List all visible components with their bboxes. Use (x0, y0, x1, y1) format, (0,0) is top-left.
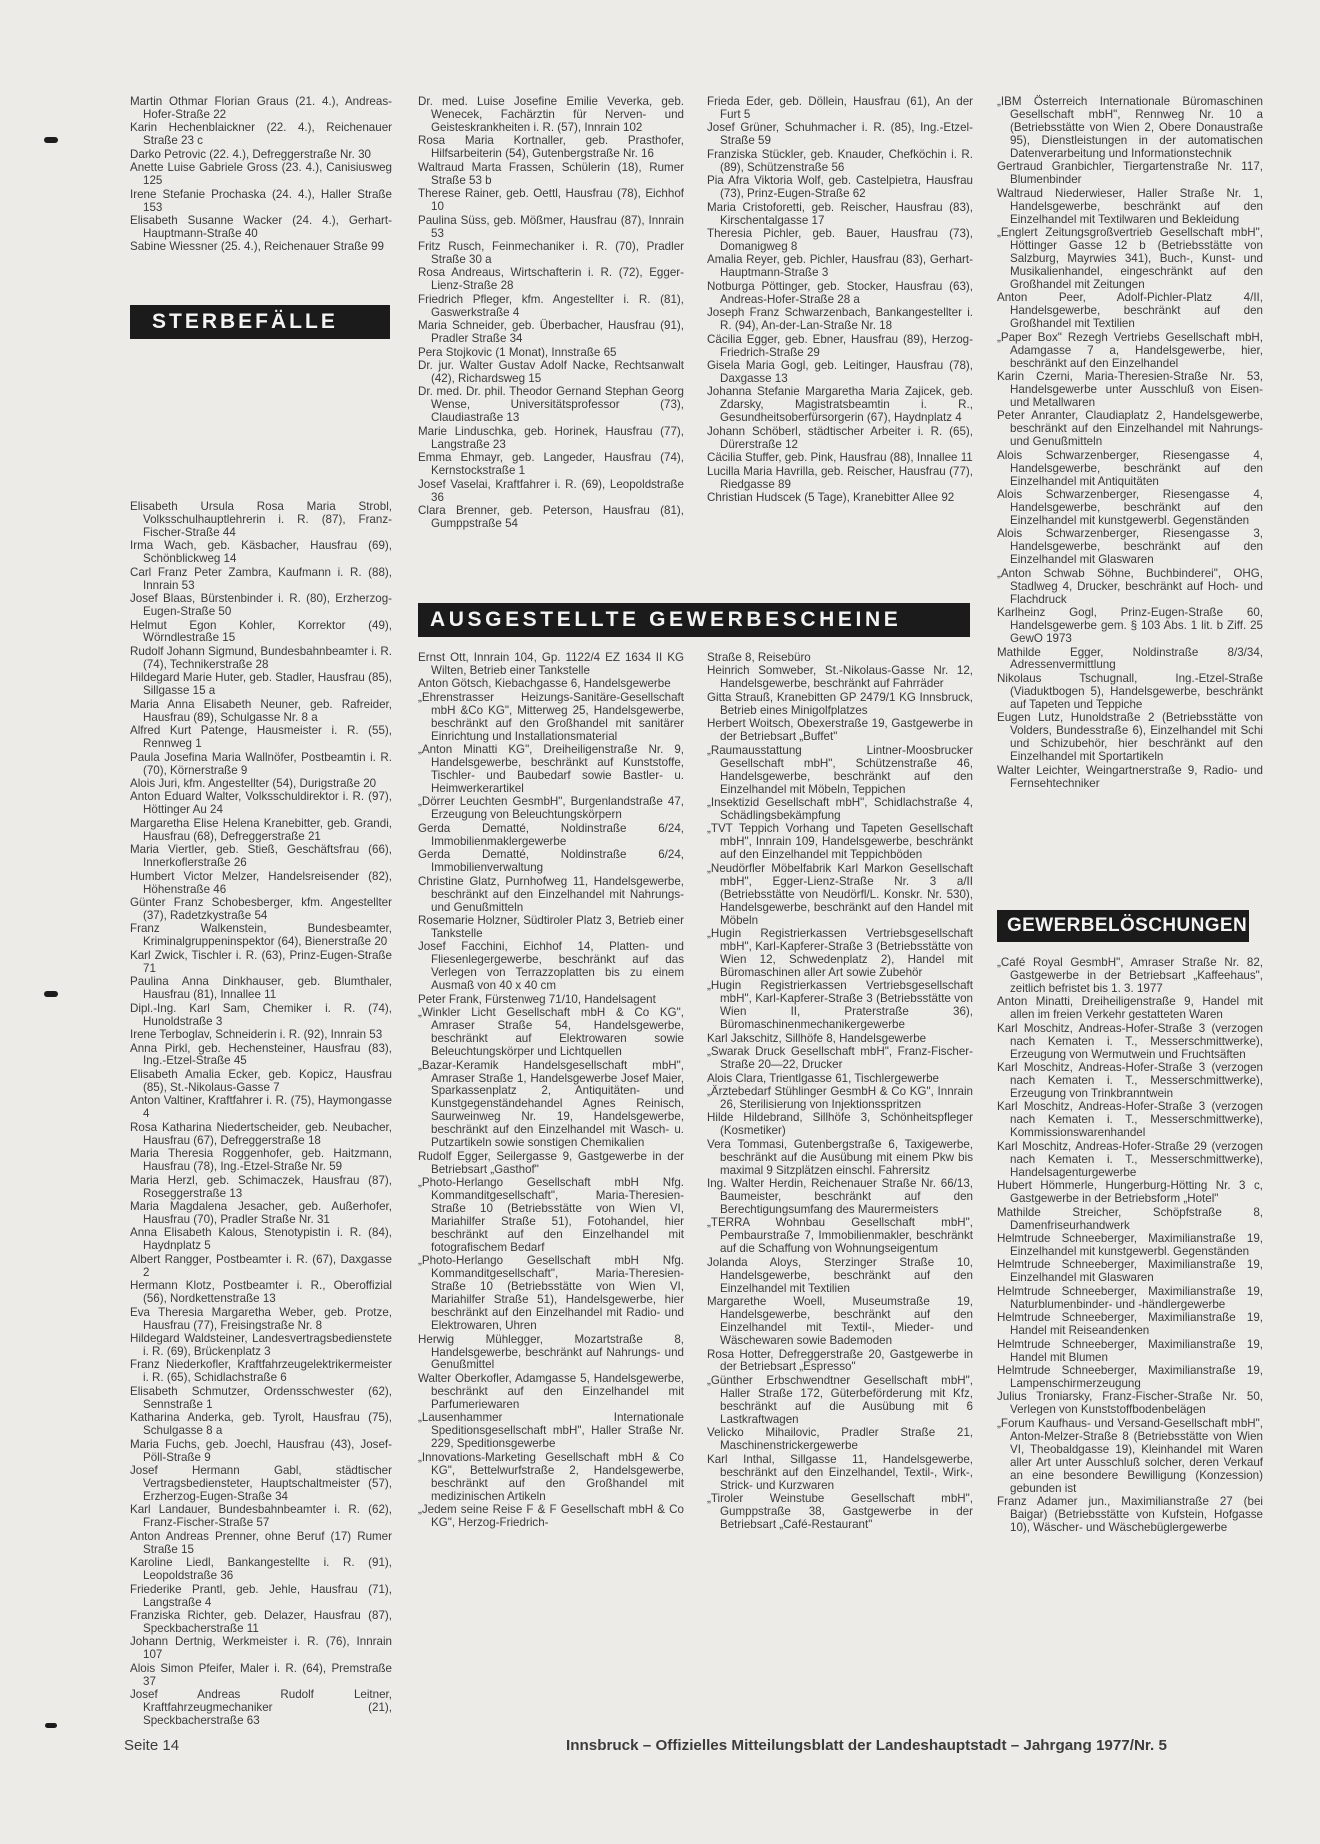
entry: Nikolaus Tschugnall, Ing.-Etzel-Straße (Viaduktbogen 5), Handelsgewerbe, beschränkt auf Tapeten und Teppiche (997, 671, 1263, 711)
column-4 (997, 96, 1263, 791)
entry: Franziska Stückler, geb. Knauder, Chefköchin i. R. (89), Schützenstraße 56 (707, 147, 973, 174)
entry: Marie Linduschka, geb. Horinek, Hausfrau (77), Langstraße 23 (418, 424, 684, 451)
births-list (130, 96, 392, 254)
entry: „Ärztebedarf Stühlinger GesmbH & Co KG", Innrain 26, Sterilisierung von Injektionsspritzen (707, 1084, 973, 1111)
entry: Therese Rainer, geb. Oettl, Hausfrau (78), Eichhof 10 (418, 187, 684, 214)
entry: Karl Moschitz, Andreas-Hofer-Straße 3 (verzogen nach Kematen i. T., Messerschmittwerke), Kommissionswarenhandel (997, 1100, 1263, 1140)
entry: Heinrich Somweber, St.-Nikolaus-Gasse Nr. 12, Handelsgewerbe, beschränkt auf Fahrräder (707, 664, 973, 691)
entry: Herwig Mühlegger, Mozartstraße 8, Handelsgewerbe, beschränkt auf Nahrungs- und Genußmittel (418, 1332, 684, 1372)
entry: Walter Leichter, Weingartnerstraße 9, Radio- und Fernsehtechniker (997, 763, 1263, 790)
entry: Helmtrude Schneeberger, Maximilianstraße 19, Handel mit Reiseandenken (997, 1311, 1263, 1338)
entry: Ing. Walter Herdin, Reichenauer Straße Nr. 66/13, Baumeister, beschränkt auf den Berechtigungsumfang des Maurermeisters (707, 1177, 973, 1217)
entry: Günter Franz Schobesberger, kfm. Angestellter (37), Radetzkystraße 54 (130, 896, 392, 922)
entry: Dr. jur. Walter Gustav Adolf Nacke, Rechtsanwalt (42), Richardsweg 15 (418, 359, 684, 386)
entry: „TERRA Wohnbau Gesellschaft mbH", Pembaurstraße 7, Immobilienmakler, beschränkt auf die Schaffung von Wohnungseigentum (707, 1216, 973, 1256)
entry: Herbert Woitsch, Obexerstraße 19, Gastgewerbe in der Betriebsart „Buffet" (707, 717, 973, 744)
entry: Friederike Prantl, geb. Jehle, Hausfrau (71), Langstraße 4 (130, 1582, 392, 1609)
entry: Straße 8, Reisebüro (707, 651, 811, 664)
entry: Rudolf Johann Sigmund, Bundesbahnbeamter i. R. (74), Technikerstraße 28 (130, 644, 392, 671)
entry: Maria Herzl, geb. Schimaczek, Hausfrau (87), Roseggerstraße 13 (130, 1173, 392, 1200)
entry: Dipl.-Ing. Karl Sam, Chemiker i. R. (74), Hunoldstraße 3 (130, 1001, 392, 1028)
entry: „Winkler Licht Gesellschaft mbH & Co KG", Amraser Straße 54, Handelsgewerbe, beschränkt auf Elektrowaren sowie Beleuchtungskörper und Lichtquellen (418, 1006, 684, 1059)
entry: Eugen Lutz, Hunoldstraße 2 (Betriebsstätte von Volders, Bundesstraße 6), Einzelhandel mit Schi und Schizubehör, hier beschränkt auf den Einzelhandel mit Sportartikeln (997, 711, 1263, 764)
entry: „Raumausstattung Lintner-Moosbrucker Gesellschaft mbH", Schützenstraße 46, Handelsgewerbe, beschränkt auf den Einzelhandel mit Möbeln, Teppichen (707, 743, 973, 796)
entry: „Hugin Registrierkassen Vertriebsgesellschaft mbH", Karl-Kapferer-Straße 3 (Betriebsstätte von Wien 12, Schwedenplatz 2), Handel mit Büromaschinen aller Art sowie Zubehör (707, 927, 973, 979)
entry: Waltraud Marta Frassen, Schülerin (18), Rumer Straße 53 b (418, 160, 684, 187)
entry: Pia Afra Viktoria Wolf, geb. Castelpietra, Hausfrau (73), Prinz-Eugen-Straße 62 (707, 174, 973, 201)
deletions-list (997, 957, 1263, 1535)
entry: Eva Theresia Margaretha Weber, geb. Protze, Hausfrau (77), Freisingstraße Nr. 8 (130, 1305, 392, 1332)
entry: Alois Schwarzenberger, Riesengasse 3, Handelsgewerbe, beschränkt auf den Einzelhandel mit Glaswaren (997, 527, 1263, 567)
entry: Alois Clara, Trientlgasse 61, Tischlergewerbe (707, 1071, 939, 1085)
deaths-list-b (418, 96, 684, 531)
entry: Rosa Katharina Niedertscheider, geb. Neubacher, Hausfrau (67), Defreggerstraße 18 (130, 1120, 392, 1147)
entry: Ernst Ott, Innrain 104, Gp. 1122/4 EZ 1634 II KG Wilten, Betrieb einer Tankstelle (418, 651, 684, 677)
entry: Helmtrude Schneeberger, Maximilianstraße 19, Einzelhandel mit kunstgewerbl. Gegenständen (997, 1232, 1263, 1258)
entry: „Dörrer Leuchten GesmbH", Burgenlandstraße 47, Erzeugung von Beleuchtungskörpern (418, 795, 684, 822)
entry: Maria Theresia Roggenhofer, geb. Haitzmann, Hausfrau (78), Ing.-Etzel-Straße Nr. 59 (130, 1147, 392, 1174)
entry: Anton Minatti, Dreiheiligenstraße 9, Handel mit allen im freien Verkehr gestatteten Waren (997, 995, 1263, 1022)
entry: „Ehrenstrasser Heizungs-Sanitäre-Gesellschaft mbH &Co KG", Mitterweg 25, Handelsgewerbe, beschränkt auf den Großhandel mit sanitärer Einrichtung und Installationsmaterial (418, 690, 684, 743)
entry: „Anton Minatti KG", Dreiheiligenstraße Nr. 9, Handelsgewerbe, beschränkt auf Kunststoffe, Tischler- und Baubedarf sowie Bastler- u. Heimwerkerartikel (418, 743, 684, 796)
entry: Anna Pirkl, geb. Hechensteiner, Hausfrau (83), Ing.-Etzel-Straße 45 (130, 1041, 392, 1068)
entry: „Neudörfler Möbelfabrik Karl Markon Gesellschaft mbH", Egger-Lienz-Straße Nr. 3 a/II (Betriebsstätte von Neudörfl/L. Konskr. Nr. 530), Handelsgewerbe, beschränkt auf den Handel mit Möbeln (707, 861, 973, 927)
entry: Anton Eduard Walter, Volksschuldirektor i. R. (97), Höttinger Au 24 (130, 790, 392, 817)
entry: Alfred Kurt Patenge, Hausmeister i. R. (55), Rennweg 1 (130, 724, 392, 751)
entry: Christian Hudscek (5 Tage), Kranebitter Allee 92 (707, 491, 955, 505)
entry: Elisabeth Amalia Ecker, geb. Kopicz, Hausfrau (85), St.-Nikolaus-Gasse 7 (130, 1067, 392, 1094)
entry: Josef Grüner, Schuhmacher i. R. (85), Ing.-Etzel-Straße 59 (707, 121, 973, 148)
entry: Anton Valtiner, Kraftfahrer i. R. (75), Haymongasse 4 (130, 1094, 392, 1121)
entry: Anton Andreas Prenner, ohne Beruf (17) Rumer Straße 15 (130, 1529, 392, 1556)
entry: Josef Hermann Gabl, städtischer Vertragsbediensteter, Hauptschaltmeister (57), Erzherzog-Eugen-Straße 34 (130, 1464, 392, 1503)
entry: Alois Schwarzenberger, Riesengasse 4, Handelsgewerbe, beschränkt auf den Einzelhandel mit kunstgewerbl. Gegenständen (997, 488, 1263, 527)
entry: Maria Cristoforetti, geb. Reischer, Hausfrau (83), Kirschentalgasse 17 (707, 200, 973, 227)
entry: Rudolf Egger, Seilergasse 9, Gastgewerbe in der Betriebsart „Gasthof" (418, 1149, 684, 1176)
entry: „Forum Kaufhaus- und Versand-Gesellschaft mbH", Anton-Melzer-Straße 8 (Betriebsstätte von Wien VI, Theobaldgasse 19), Kleinhandel mit Waren aller Art unter Ausschluß solcher, deren Verkauf an eine besondere Bewilligung (Konzession) gebunden ist (997, 1416, 1263, 1495)
entry: Helmut Egon Kohler, Korrektor (49), Wörndlestraße 15 (130, 618, 392, 645)
entry: Irma Wach, geb. Käsbacher, Hausfrau (69), Schönblickweg 14 (130, 539, 392, 566)
entry: Paulina Anna Dinkhauser, geb. Blumthaler, Hausfrau (81), Innallee 11 (130, 975, 392, 1002)
entry: Irene Stefanie Prochaska (24. 4.), Haller Straße 153 (130, 187, 392, 214)
entry: „Tiroler Weinstube Gesellschaft mbH", Gumppstraße 38, Gastgewerbe in der Betriebsart „Café-Restaurant" (707, 1492, 973, 1531)
column-3-top (707, 96, 973, 506)
punch-mark-top (44, 137, 58, 143)
entry: Helmtrude Schneeberger, Maximilianstraße 19, Naturblumenbinder- und -händlergewerbe (997, 1284, 1263, 1311)
entry: „Insektizid Gesellschaft mbH", Schidlachstraße 4, Schädlingsbekämpfung (707, 795, 973, 822)
heading-gewerbeloeschungen: GEWERBELÖSCHUNGEN (997, 910, 1249, 942)
entry: Karl Landauer, Bundesbahnbeamter i. R. (62), Franz-Fischer-Straße 57 (130, 1503, 392, 1530)
entry: Franz Niederkofler, Kraftfahrzeugelektrikermeister i. R. (65), Schidlachstraße 6 (130, 1358, 392, 1385)
entry: Amalia Reyer, geb. Pichler, Hausfrau (83), Gerhart-Hauptmann-Straße 3 (707, 253, 973, 280)
column-1 (130, 96, 392, 1729)
entry: Alois Schwarzenberger, Riesengasse 4, Handelsgewerbe, beschränkt auf den Einzelhandel mit Antiquitäten (997, 448, 1263, 488)
entry: „Englert Zeitungsgroßvertrieb Gesellschaft mbH", Höttinger Gasse 12 b (Betriebsstätte von Salzburg, Mayrwies 341), Buch-, Kunst- und Musikalienhandel, eingeschränkt auf den Großhandel mit Zeitungen (997, 226, 1263, 291)
entry: Joseph Franz Schwarzenbach, Bankangestellter i. R. (94), An-der-Lan-Straße Nr. 18 (707, 306, 973, 333)
entry: Karlheinz Gogl, Prinz-Eugen-Straße 60, Handelsgewerbe gem. § 103 Abs. 1 lit. b Ziff. 25 GewO 1973 (997, 606, 1263, 646)
entry: Maria Viertler, geb. Stieß, Geschäftsfrau (66), Innerkoflerstraße 26 (130, 843, 392, 870)
entry: Margarethe Woell, Museumstraße 19, Handelsgewerbe, beschränkt auf den Einzelhandel mit Textil-, Mieder- und Wäschewaren sowie Bademoden (707, 1295, 973, 1348)
entry: Cäcilia Egger, geb. Ebner, Hausfrau (89), Herzog-Friedrich-Straße 29 (707, 332, 973, 359)
permits-list-c (997, 96, 1263, 791)
entry: Albert Rangger, Postbeamter i. R. (67), Daxgasse 2 (130, 1252, 392, 1279)
entry: Julius Troniarsky, Franz-Fischer-Straße Nr. 50, Verlegen von Kunststoffbodenbelägen (997, 1390, 1263, 1417)
entry: Josef Facchini, Eichhof 14, Platten- und Fliesenlegergewerbe, beschränkt auf das Verlegen von Terrazzoplatten bis zu einem Ausmaß von 40 x 40 cm (418, 940, 684, 993)
entry: Karl Moschitz, Andreas-Hofer-Straße 3 (verzogen nach Kematen i. T., Messerschmittwerke), Erzeugung von Wermutwein und Fruchtsäften (997, 1021, 1263, 1061)
entry: „Günther Erbschwendtner Gesellschaft mbH", Haller Straße 172, Güterbeförderung mit Kfz, beschränkt auf die Ausübung mit 6 Lastkraftwagen (707, 1373, 973, 1426)
deaths-list-a (130, 501, 392, 1728)
entry: Christine Glatz, Purnhofweg 11, Handelsgewerbe, beschränkt auf den Einzelhandel mit Nahrungs- und Genußmitteln (418, 874, 684, 914)
entry: Dr. med. Luise Josefine Emilie Veverka, geb. Wenecek, Fachärztin für Nerven- und Geisteskrankheiten i. R. (57), Innrain 102 (418, 95, 684, 134)
column-2-top (418, 96, 684, 531)
entry: Irene Terboglav, Schneiderin i. R. (92), Innrain 53 (130, 1028, 383, 1042)
entry: „Photo-Herlango Gesellschaft mbH Nfg. Kommanditgesellschaft", Maria-Theresien-Straße 10 (Betriebsstätte von Wien VI, Mariahilfer Straße 51), Handelsgewerbe, hier beschränkt auf den Einzelhandel mit Radio- und Elektrowaren, Uhren (418, 1254, 684, 1333)
entry: Hilde Hildebrand, Sillhöfe 3, Schönheitspfleger (Kosmetiker) (707, 1111, 973, 1138)
heading-sterbefaelle: STERBEFÄLLE (130, 305, 390, 339)
entry: Vera Tommasi, Gutenbergstraße 6, Taxigewerbe, beschränkt auf die Ausübung mit einem Pkw bis maximal 9 Sitzplätzen einschl. Fahrersitz (707, 1137, 973, 1177)
entry: „Anton Schwab Söhne, Buchbinderei", OHG, Stadlweg 4, Drucker, beschränkt auf Hoch- und Flachdruck (997, 566, 1263, 606)
entry: Paula Josefina Maria Wallnöfer, Postbeamtin i. R. (70), Körnerstraße 9 (130, 750, 392, 777)
entry: Karin Hechenblaickner (22. 4.), Reichenauer Straße 23 c (130, 121, 392, 148)
entry: Martin Othmar Florian Graus (21. 4.), Andreas-Hofer-Straße 22 (130, 95, 392, 121)
entry: Friedrich Pfleger, kfm. Angestellter i. R. (81), Gaswerkstraße 4 (418, 292, 684, 319)
entry: Maria Fuchs, geb. Joechl, Hausfrau (43), Josef-Pöll-Straße 9 (130, 1437, 392, 1464)
entry: Karl Jakschitz, Sillhöfe 8, Handelsgewerbe (707, 1031, 927, 1045)
entry: Elisabeth Ursula Rosa Maria Strobl, Volksschulhauptlehrerin i. R. (87), Franz-Fischer-Straße 44 (130, 499, 392, 539)
entry: Darko Petrovic (22. 4.), Defreggerstraße Nr. 30 (130, 147, 371, 161)
entry: Franziska Richter, geb. Delazer, Hausfrau (87), Speckbacherstraße 11 (130, 1609, 392, 1635)
entry: Gisela Maria Gogl, geb. Leitinger, Hausfrau (78), Daxgasse 13 (707, 359, 973, 386)
entry: „Bazar-Keramik Handelsgesellschaft mbH", Amraser Straße 1, Handelsgewerbe Josef Maier, Sparkassenplatz 2, Antiquitäten- und Kunstgegenständehandel Agnes Reinisch, Saurweinweg Nr. 19, Handelsgewerbe, beschränkt auf den Einzelhandel mit Wasch- u. Putzartikeln sowie sonstigen Chemikalien (418, 1058, 684, 1150)
entry: Katharina Anderka, geb. Tyrolt, Hausfrau (75), Schulgasse 8 a (130, 1411, 392, 1438)
punch-mark-bottom (45, 1723, 57, 1728)
deaths-list-c (707, 96, 973, 505)
entry: „Innovations-Marketing Gesellschaft mbH & Co KG", Bettelwurfstraße 2, Handelsgewerbe, beschränkt auf den Großhandel mit medizinischen Artikeln (418, 1450, 684, 1503)
permits-list-a (418, 652, 684, 1530)
entry: Gertraud Granbichler, Tiergartenstraße Nr. 117, Blumenbinder (997, 160, 1263, 187)
entry: Hildegard Marie Huter, geb. Stadler, Hausfrau (85), Sillgasse 15 a (130, 671, 392, 698)
entry: Dr. med. Dr. phil. Theodor Gernand Stephan Georg Wense, Universitätsprofessor (73), Claudiastraße 13 (418, 385, 684, 425)
entry: Anton Peer, Adolf-Pichler-Platz 4/II, Handelsgewerbe, beschränkt auf den Großhandel mit Textilien (997, 291, 1263, 331)
entry: Rosemarie Holzner, Südtiroler Platz 3, Betrieb einer Tankstelle (418, 914, 684, 941)
heading-ausgestellte-gewerbescheine: AUSGESTELLTE GEWERBESCHEINE (418, 603, 970, 637)
entry: Karl Moschitz, Andreas-Hofer-Straße 29 (verzogen nach Kematen i. T., Messerschmittwerke), Handelsagenturgewerbe (997, 1139, 1263, 1179)
entry: Helmtrude Schneeberger, Maximilianstraße 19, Handel mit Blumen (997, 1337, 1263, 1364)
entry: Anton Götsch, Kiebachgasse 6, Handelsgewerbe (418, 677, 671, 691)
entry: Cäcilia Stuffer, geb. Pink, Hausfrau (88), Innallee 11 (707, 451, 973, 465)
publication-line: Innsbruck – Offizielles Mitteilungsblatt der Landeshauptstadt – Jahrgang 1977/Nr. 5 (566, 1737, 1167, 1754)
entry: Josef Andreas Rudolf Leitner, Kraftfahrzeugmechaniker (21), Speckbacherstraße 63 (130, 1688, 392, 1728)
entry: Karoline Liedl, Bankangestellte i. R. (91), Leopoldstraße 36 (130, 1556, 392, 1583)
entry: Franz Walkenstein, Bundesbeamter, Kriminalgruppeninspektor (64), Bienerstraße 20 (130, 922, 392, 949)
entry: Alois Simon Pfeifer, Maler i. R. (64), Premstraße 37 (130, 1661, 392, 1688)
entry: Clara Brenner, geb. Peterson, Hausfrau (81), Gumppstraße 54 (418, 504, 684, 530)
permits-list-b (707, 652, 973, 1532)
entry: „IBM Österreich Internationale Büromaschinen Gesellschaft mbH", Rennweg Nr. 10 a (Betriebsstätte von Wien 2, Obere Donaustraße 95), Dienstleistungen in der automatischen Datenverarbeitung und Informationstechnik (997, 95, 1263, 160)
entry: Alois Juri, kfm. Angestellter (54), Durigstraße 20 (130, 776, 377, 790)
entry: Karl Moschitz, Andreas-Hofer-Straße 3 (verzogen nach Kematen i. T., Messerschmittwerke), Erzeugung von Trinkbranntwein (997, 1061, 1263, 1101)
entry: Pera Stojkovic (1 Monat), Innstraße 65 (418, 345, 617, 359)
entry: Helmtrude Schneeberger, Maximilianstraße 19, Lampenschirmerzeugung (997, 1364, 1263, 1390)
entry: Karin Czerni, Maria-Theresien-Straße Nr. 53, Handelsgewerbe unter Ausschluß von Eisen- und Metallwaren (997, 370, 1263, 409)
entry: Mathilde Streicher, Schöpfstraße 8, Damenfriseurhandwerk (997, 1205, 1263, 1232)
entry: Humbert Victor Melzer, Handelsreisender (82), Höhenstraße 46 (130, 869, 392, 896)
entry: „Café Royal GesmbH", Amraser Straße Nr. 82, Gastgewerbe in der Betriebsart „Kaffeehaus", zeitlich befristet bis 1. 3. 1977 (997, 956, 1263, 995)
entry: „Lausenhammer Internationale Speditionsgesellschaft mbH", Haller Straße Nr. 229, Speditionsgewerbe (418, 1411, 684, 1451)
entry: Fritz Rusch, Feinmechaniker i. R. (70), Pradler Straße 30 a (418, 239, 684, 266)
entry: Rosa Maria Kortnaller, geb. Prasthofer, Hilfsarbeiterin (54), Gutenbergstraße Nr. 16 (418, 134, 684, 161)
entry: Karl Zwick, Tischler i. R. (63), Prinz-Eugen-Straße 71 (130, 948, 392, 975)
entry: Josef Vaselai, Kraftfahrer i. R. (69), Leopoldstraße 36 (418, 477, 684, 504)
entry: Sabine Wiessner (25. 4.), Reichenauer Straße 99 (130, 240, 384, 254)
entry: Johanna Stefanie Margaretha Maria Zajicek, geb. Zdarsky, Magistratsbeamtin i. R., Gesundheitsoberfürsorgerin (67), Haydnplatz 4 (707, 385, 973, 425)
entry: Velicko Mihailovic, Pradler Straße 21, Maschinenstrickergewerbe (707, 1426, 973, 1453)
entry: Lucilla Maria Havrilla, geb. Reischer, Hausfrau (77), Riedgasse 89 (707, 464, 973, 491)
entry: Josef Blaas, Bürstenbinder i. R. (80), Erzherzog-Eugen-Straße 50 (130, 592, 392, 619)
entry: „Photo-Herlango Gesellschaft mbH Nfg. Kommanditgesellschaft", Maria-Theresien-Straße 10 (Betriebsstätte von Wien VI, Mariahilfer Straße 51), Fotohandel, hier beschränkt auf den Einzelhandel mit fotografischem Bedarf (418, 1176, 684, 1254)
entry: Mathilde Egger, Noldinstraße 8/3/34, Adressenvermittlung (997, 645, 1263, 672)
entry: Theresia Pichler, geb. Bauer, Hausfrau (73), Domanigweg 8 (707, 227, 973, 253)
entry: Frieda Eder, geb. Döllein, Hausfrau (61), An der Furt 5 (707, 95, 973, 121)
entry: Hildegard Waldsteiner, Landesvertragsbedienstete i. R. (69), Brückenplatz 3 (130, 1331, 392, 1358)
entry: Gerda Dematté, Noldinstraße 6/24, Immobilienmaklergewerbe (418, 821, 684, 848)
entry: Jolanda Aloys, Sterzinger Straße 10, Handelsgewerbe, beschränkt auf den Einzelhandel mit Textilien (707, 1255, 973, 1295)
entry: Peter Frank, Fürstenweg 71/10, Handelsagent (418, 992, 656, 1006)
entry: Rosa Hotter, Defreggerstraße 20, Gastgewerbe in der Betriebsart „Espresso" (707, 1347, 973, 1374)
entry: Gitta Strauß, Kranebitten GP 2479/1 KG Innsbruck, Betrieb eines Minigolfplatzes (707, 690, 973, 717)
entry: Maria Magdalena Jesacher, geb. Außerhofer, Hausfrau (70), Pradler Straße Nr. 31 (130, 1199, 392, 1226)
page-number: Seite 14 (124, 1737, 180, 1754)
entry: Maria Anna Elisabeth Neuner, geb. Rafreider, Hausfrau (89), Schulgasse Nr. 8 a (130, 697, 392, 724)
entry: Anna Elisabeth Kalous, Stenotypistin i. R. (84), Haydnplatz 5 (130, 1226, 392, 1253)
entry: Rosa Andreaus, Wirtschafterin i. R. (72), Egger-Lienz-Straße 28 (418, 266, 684, 293)
entry: Hubert Hömmerle, Hungerburg-Hötting Nr. 3 c, Gastgewerbe in der Betriebsform „Hotel" (997, 1179, 1263, 1206)
entry: Margaretha Elise Helena Kranebitter, geb. Grandi, Hausfrau (68), Defreggerstraße 21 (130, 816, 392, 843)
entry: Carl Franz Peter Zambra, Kaufmann i. R. (88), Innrain 53 (130, 565, 392, 592)
entry: Emma Ehmayr, geb. Langeder, Hausfrau (74), Kernstockstraße 1 (418, 451, 684, 478)
entry: Elisabeth Susanne Wacker (24. 4.), Gerhart-Hauptmann-Straße 40 (130, 214, 392, 241)
punch-mark-middle (44, 991, 58, 997)
entry: Hermann Klotz, Postbeamter i. R., Oberoffizial (56), Nordkettenstraße 13 (130, 1279, 392, 1306)
entry: „Hugin Registrierkassen Vertriebsgesellschaft mbH", Karl-Kapferer-Straße 3 (Betriebsstätte von Wien II, Praterstraße 36), Büromaschinenmechanikergewerbe (707, 979, 973, 1032)
entry: Helmtrude Schneeberger, Maximilianstraße 19, Einzelhandel mit Glaswaren (997, 1258, 1263, 1285)
entry: Peter Anranter, Claudiaplatz 2, Handelsgewerbe, beschränkt auf den Einzelhandel mit Nahrungs- und Genußmitteln (997, 409, 1263, 449)
entry: Anette Luise Gabriele Gross (23. 4.), Canisiusweg 125 (130, 161, 392, 188)
entry: Maria Schneider, geb. Überbacher, Hausfrau (91), Pradler Straße 34 (418, 319, 684, 346)
entry: Karl Inthal, Sillgasse 11, Handelsgewerbe, beschränkt auf den Einzelhandel, Textil-, Wirk-, Strick- und Kurzwaren (707, 1452, 973, 1492)
entry: „Jedem seine Reise F & F Gesellschaft mbH & Co KG", Herzog-Friedrich- (418, 1502, 684, 1529)
entry: Paulina Süss, geb. Mößmer, Hausfrau (87), Innrain 53 (418, 213, 684, 240)
entry: Franz Adamer jun., Maximilianstraße 27 (bei Baigar) (Betriebsstätte von Kufstein, Hofgasse 10), Wäscher- und Wäschebüglergewerbe (997, 1495, 1263, 1534)
entry: Elisabeth Schmutzer, Ordensschwester (62), Sennstraße 1 (130, 1384, 392, 1411)
entry: „TVT Teppich Vorhang und Tapeten Gesellschaft mbH", Innrain 109, Handelsgewerbe, beschränkt auf den Einzelhandel mit Teppichböden (707, 822, 973, 862)
entry: Walter Oberkofler, Adamgasse 5, Handelsgewerbe, beschränkt auf den Einzelhandel mit Parfumeriewaren (418, 1371, 684, 1411)
entry: Notburga Pöttinger, geb. Stocker, Hausfrau (63), Andreas-Hofer-Straße 28 a (707, 279, 973, 306)
entry: Johann Schöberl, städtischer Arbeiter i. R. (65), Dürerstraße 12 (707, 424, 973, 451)
entry: Gerda Dematté, Noldinstraße 6/24, Immobilienverwaltung (418, 848, 684, 875)
entry: Waltraud Niederwieser, Haller Straße Nr. 1, Handelsgewerbe, beschränkt auf den Einzelhandel mit Textilwaren und Bekleidung (997, 186, 1263, 226)
entry: „Swarak Druck Gesellschaft mbH", Franz-Fischer-Straße 20—22, Drucker (707, 1045, 973, 1072)
entry: „Paper Box" Rezegh Vertriebs Gesellschaft mbH, Adamgasse 7 a, Handelsgewerbe, hier, beschränkt auf den Einzelhandel (997, 330, 1263, 370)
entry: Johann Dertnig, Werkmeister i. R. (76), Innrain 107 (130, 1635, 392, 1662)
